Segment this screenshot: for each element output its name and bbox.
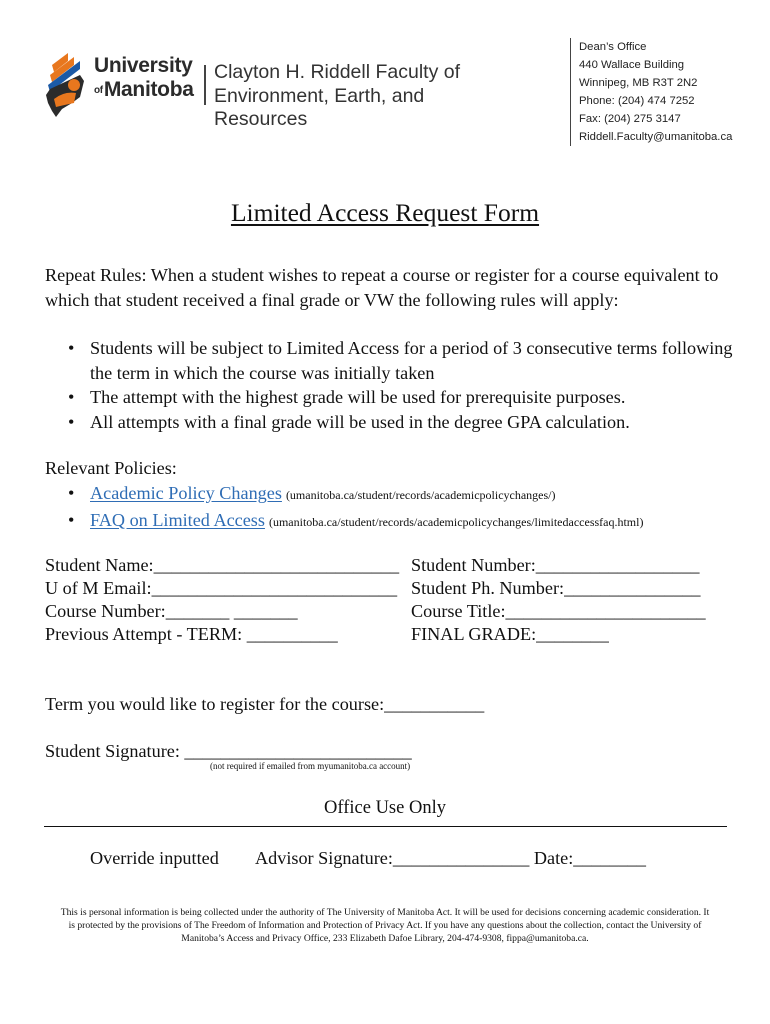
student-number-field[interactable]: Student Number:__________________ (411, 555, 700, 575)
policy-url: (umanitoba.ca/student/records/academicpolicychanges/limitedaccessfaq.html) (268, 514, 644, 529)
student-signature-field[interactable]: Student Signature: _________________________ (45, 741, 412, 761)
faculty-name-line1: Clayton H. Riddell Faculty of (214, 61, 461, 83)
repeat-rules-list (90, 336, 740, 434)
policy-item (90, 508, 740, 535)
office-use-heading: Office Use Only (324, 798, 446, 818)
address-line: 440 Wallace Building (579, 59, 685, 71)
university-of: of (94, 85, 103, 96)
student-name-field[interactable]: Student Name:___________________________ (45, 555, 400, 575)
previous-term-field[interactable]: Previous Attempt - TERM: __________ (45, 624, 338, 644)
course-title-field[interactable]: Course Title:______________________ (411, 601, 706, 621)
university-logo (44, 47, 514, 130)
privacy-notice: This is personal information is being collected under the authority of The University of Manitoba Act. It will be used for decisions concerning academic consideration. It is protected by the provisions of The Freedom of Information and Protection of Privacy Act. If you have any questions about the collection, contact the University of Manitoba’s Access and Privacy Office, 233 Elizabeth Dafoe Library, 204-474-9308, fippa@umanitoba.ca. (60, 907, 710, 944)
signature-note: (not required if emailed from myumanitoba.ca account) (210, 761, 411, 771)
university-name-line2 (94, 78, 194, 102)
address-line: Phone: (204) 474 7252 (579, 95, 695, 107)
dean-office-address (570, 38, 732, 146)
office-divider (44, 826, 727, 827)
policies-heading: Relevant Policies: (45, 458, 177, 478)
address-line: Winnipeg, MB R3T 2N2 (579, 77, 698, 89)
register-term-field[interactable]: Term you would like to register for the course:___________ (45, 694, 485, 714)
address-line: Fax: (204) 275 3147 (579, 113, 681, 125)
policy-item (90, 481, 740, 508)
rule-bullet: • Students will be subject to Limited Access for a period of 3 consecutive terms following the term in which the course was initially taken (90, 336, 740, 385)
form-title: Limited Access Request Form (230, 198, 540, 227)
override-inputted-label: Override inputted (90, 848, 219, 868)
final-grade-field[interactable]: FINAL GRADE:________ (411, 624, 609, 644)
advisor-signature-field[interactable]: Advisor Signature:_______________ Date:________ (255, 848, 646, 868)
university-crest-icon (44, 47, 90, 119)
policy-url: (umanitoba.ca/student/records/academicpolicychanges/) (285, 488, 556, 502)
university-name-line1: University (94, 54, 193, 77)
academic-policy-changes-link[interactable]: Academic Policy Changes (90, 483, 282, 503)
address-line: Dean’s Office (579, 41, 647, 53)
university-manitoba: Manitoba (103, 78, 194, 101)
rule-bullet: • All attempts with a final grade will be used in the degree GPA calculation. (90, 410, 740, 435)
faculty-name-line2: Environment, Earth, and Resources (214, 85, 425, 130)
rule-bullet: • The attempt with the highest grade will be used for prerequisite purposes. (90, 385, 740, 410)
course-number-field[interactable]: Course Number:_______ _______ (45, 601, 298, 621)
phone-field[interactable]: Student Ph. Number:_______________ (411, 578, 701, 598)
policies-list (90, 481, 740, 534)
logo-divider (204, 65, 206, 105)
email-field[interactable]: U of M Email:___________________________ (45, 578, 398, 598)
faq-limited-access-link[interactable]: FAQ on Limited Access (90, 509, 265, 530)
address-email: Riddell.Faculty@umanitoba.ca (579, 131, 733, 143)
repeat-rules-intro: Repeat Rules: When a student wishes to repeat a course or register for a course equivalent to which that student received a final grade or VW the following rules will apply: (45, 265, 719, 310)
